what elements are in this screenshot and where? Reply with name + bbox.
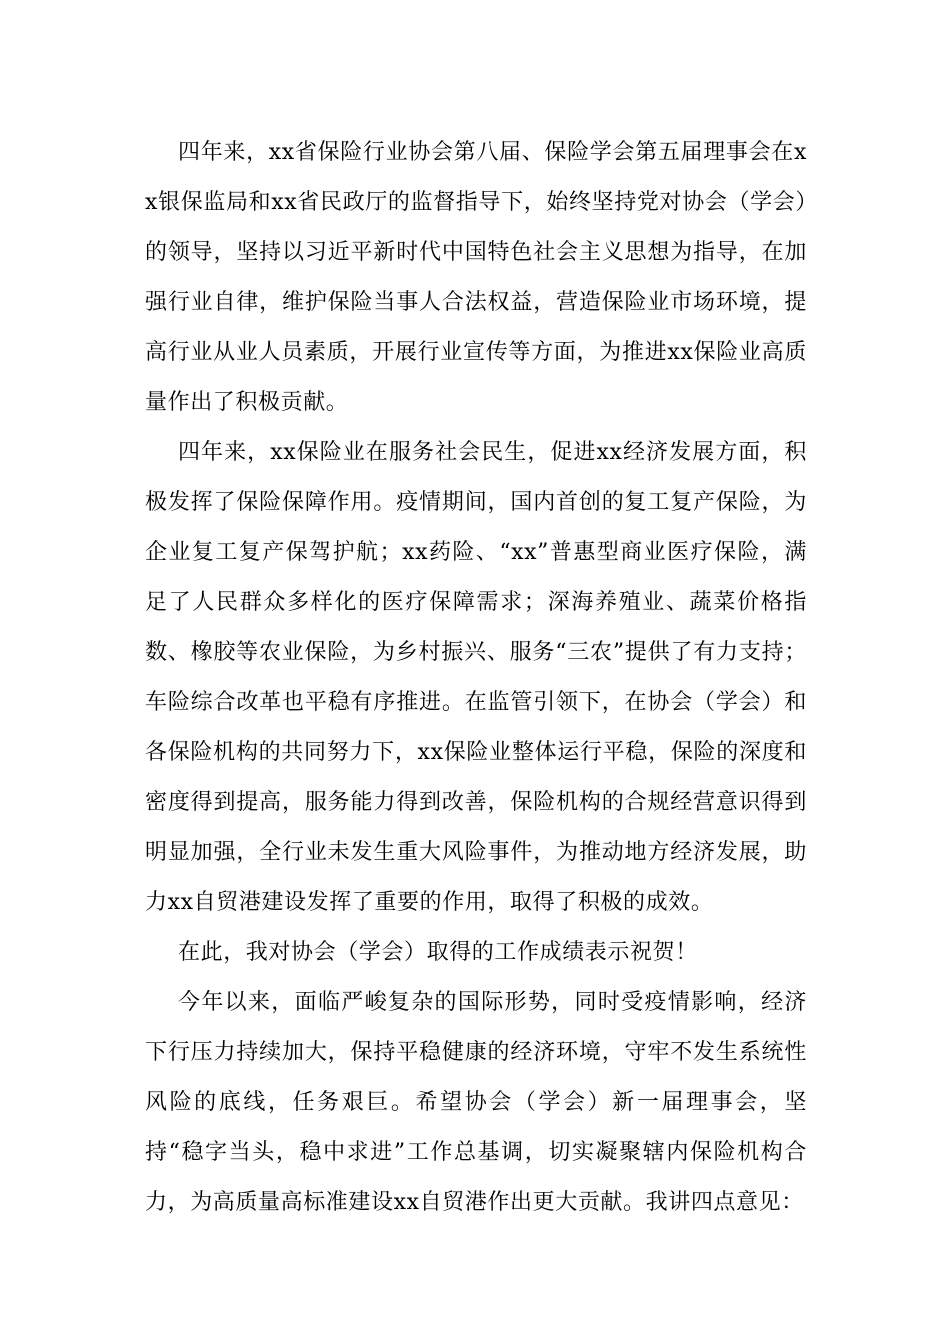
paragraph-3: 在此，我对协会（学会）取得的工作成绩表示祝贺！ xyxy=(178,940,698,965)
paragraph-2: 四年来，xx保险业在服务社会民生，促进xx经济发展方面，积极发挥了保险保障作用。疫情期间，国内首创的复工复产保险，为企业复工复产保驾护航；xx药险、“xx”普惠型商业医疗保险，满足了人民群众多样化的医疗保障需求；深海养殖业、蔬菜价格指数、橡胶等农业保险，为乡村振兴、服务“三农”提供了有力支持；车险综合改革也平稳有序推进。在监管引领下，在协会（学会）和各保险机构的共同努力下，xx保险业整体运行平稳，保险的深度和密度得到提高，服务能力得到改善，保险机构的合规经营意识得到明显加强，全行业未发生重大风险事件，为推动地方经济发展，助力xx自贸港建设发挥了重要的作用，取得了积极的成效。 xyxy=(145,440,807,915)
paragraph-1: 四年来，xx省保险行业协会第八届、保险学会第五届理事会在xx银保监局和xx省民政厅的监督指导下，始终坚持党对协会（学会）的领导，坚持以习近平新时代中国特色社会主义思想为指导，在加强行业自律，维护保险当事人合法权益，营造保险业市场环境，提高行业从业人员素质，开展行业宣传等方面，为推进xx保险业高质量作出了积极贡献。 xyxy=(145,140,807,415)
paragraph-4: 今年以来，面临严峻复杂的国际形势，同时受疫情影响，经济下行压力持续加大，保持平稳健康的经济环境，守牢不发生系统性风险的底线，任务艰巨。希望协会（学会）新一届理事会，坚持“稳字当头，稳中求进”工作总基调，切实凝聚辖内保险机构合力，为高质量高标准建设xx自贸港作出更大贡献。我讲四点意见： xyxy=(145,990,807,1215)
document-body xyxy=(145,128,807,1228)
